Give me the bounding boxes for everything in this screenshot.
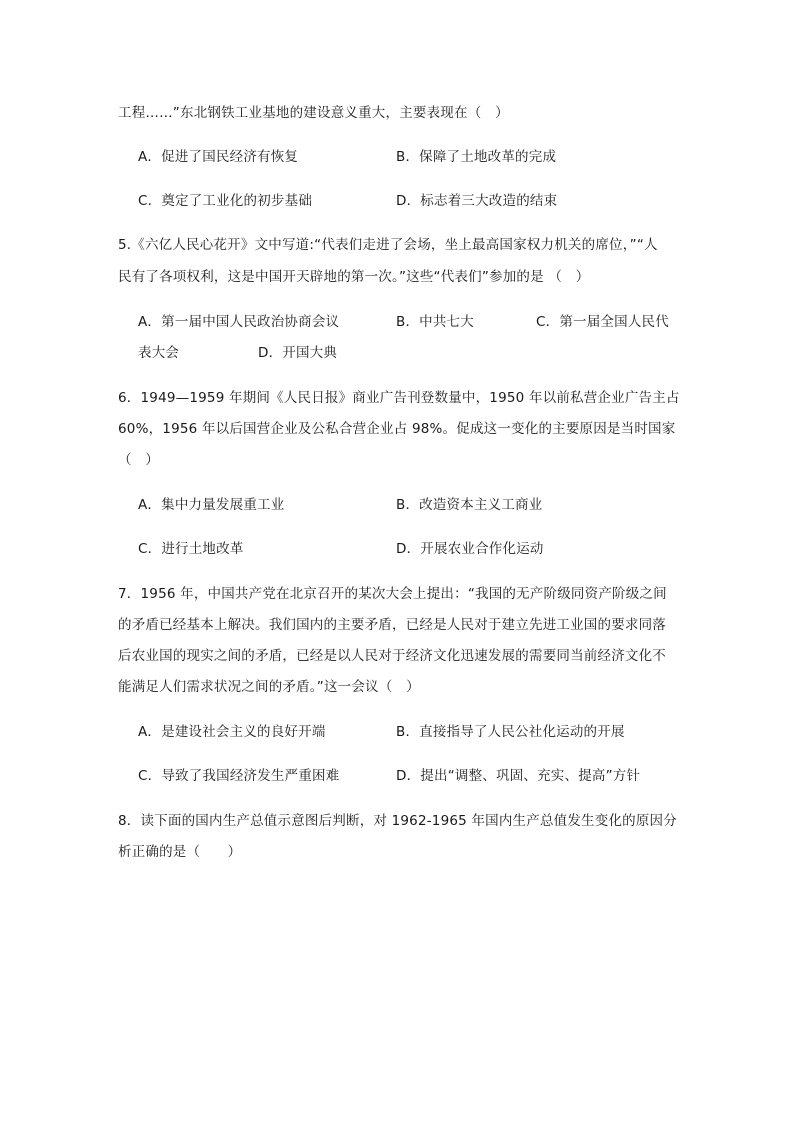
q5-option-b: B．中共七大 [396, 314, 474, 330]
q4-option-b: B．保障了土地改革的完成 [396, 149, 557, 165]
q7-option-a: A．是建设社会主义的良好开端 [138, 724, 326, 740]
q6-option-c: C．进行土地改革 [138, 541, 244, 557]
q4-option-d: D．标志着三大改造的结束 [396, 193, 558, 209]
q5-stem-line-2: 民有了各项权利，这是中国开天辟地的第一次。”这些“代表们”参加的是 （ ） [118, 269, 590, 285]
q6-option-a: A．集中力量发展重工业 [138, 497, 285, 513]
q6-option-d: D．开展农业合作化运动 [396, 541, 544, 557]
q4-option-a: A．促进了国民经济有恢复 [138, 149, 299, 165]
q7-option-c: C．导致了我国经济发生严重困难 [138, 768, 340, 784]
q7-stem-line-1: 7．1956 年，中国共产党在北京召开的某次大会上提出：“我国的无产阶级同资产阶级之间 [118, 586, 667, 602]
q6-stem-line-1: 6．1949—1959 年期间《人民日报》商业广告刊登数量中，1950 年以前私营企业广告主占 [118, 390, 680, 406]
q6-option-b: B．改造资本主义工商业 [396, 497, 543, 513]
q4-option-c: C．奠定了工业化的初步基础 [138, 193, 313, 209]
q6-stem-line-3: （ ） [118, 452, 160, 468]
q7-stem-line-3: 后农业国的现实之间的矛盾，已经是以人民对于经济文化迅速发展的需要同当前经济文化不 [118, 648, 666, 664]
q8-stem-line-1: 8．读下面的国内生产总值示意图后判断，对 1962-1965 年国内生产总值发生变化的原因分 [118, 813, 677, 829]
q5-option-a: A．第一届中国人民政治协商会议 [138, 314, 340, 330]
q7-option-b: B．直接指导了人民公社化运动的开展 [396, 724, 625, 740]
q7-stem-line-4: 能满足人们需求状况之间的矛盾。”这一会议（ ） [118, 679, 420, 695]
q5-stem-line-1: 5.《六亿人民心花开》文中写道:“代表们走进了会场，坐上最高国家权力机关的席位，”“人 [118, 237, 658, 253]
q8-stem-line-2: 析正确的是（ ） [118, 844, 242, 860]
q7-stem-line-2: 的矛盾已经基本上解决。我们国内的主要矛盾，已经是人民对于建立先进工业国的要求同落 [118, 617, 666, 633]
q5-option-c: C．第一届全国人民代 [536, 314, 669, 330]
q5-option-c-continued: 表大会 [138, 345, 180, 361]
q5-option-d: D．开国大典 [258, 345, 338, 361]
q6-stem-line-2: 60%，1956 年以后国营企业及公私合营企业占 98%。促成这一变化的主要原因是当时国家 [118, 421, 676, 437]
q4-stem: 工程……”东北钢铁工业基地的建设意义重大，主要表现在（ ） [118, 105, 509, 121]
q7-option-d: D．提出“调整、巩固、充实、提高”方针 [396, 768, 641, 784]
